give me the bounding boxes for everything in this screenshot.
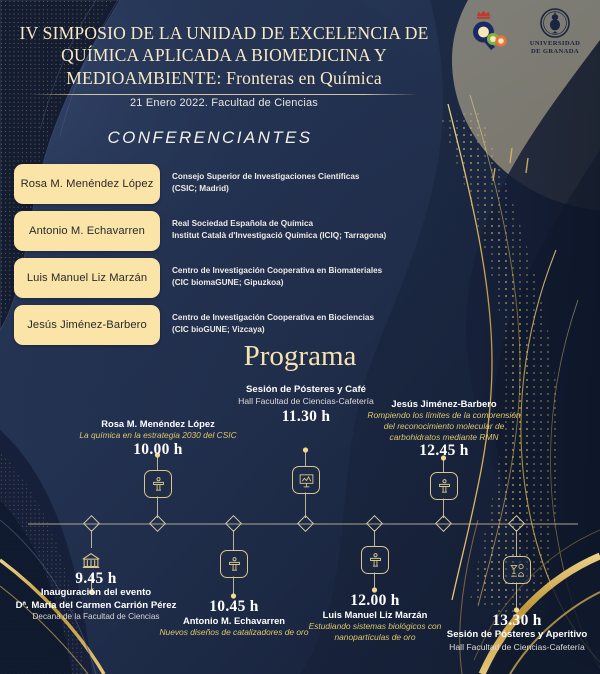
page-title: [8, 22, 440, 89]
affiliation-line-2: Institut Català d'Investigació Química (ICIQ; Tarragona): [172, 230, 387, 240]
timeline-markers: [84, 516, 525, 532]
affiliation-line-2: (CIC biomaGUNE; Gipuzkoa): [172, 277, 284, 287]
event-talk-line-1: Rompiendo los límites de la comprensión: [367, 410, 521, 421]
event-place: Hall Facultad de Ciencias-Cafetería: [449, 641, 585, 652]
speakers-section: [0, 128, 600, 334]
event-talk-line-1: Estudiando sistemas biológicos con: [308, 621, 442, 632]
event-jimenez-barbero: [352, 398, 536, 460]
speaker-name-chip: Luis Manuel Liz Marzán: [14, 258, 160, 298]
event-title: Sesión de Pósteres y Café: [246, 384, 366, 395]
event-place: Hall Facultad de Ciencias-Cafetería: [238, 396, 374, 407]
event-date-venue: 21 Enero 2022. Facultad de Ciencias: [129, 97, 318, 109]
speaker-name-chip: Jesús Jiménez-Barbero: [14, 305, 160, 345]
programa-heading: Programa: [243, 340, 357, 372]
event-time: 10.45 h: [209, 598, 259, 615]
title-line-2: QUÍMICA APLICADA A BIOMEDICINA Y: [61, 45, 387, 66]
affiliation-line-1: Real Sociedad Española de Química: [172, 219, 314, 228]
list-item: [14, 164, 594, 208]
speaker-affiliation: [172, 171, 472, 194]
event-speaker: Luis Manuel Liz Marzán: [322, 609, 428, 621]
event-speaker: Antonio M. Echavarren: [182, 615, 286, 627]
lectern-icon: [144, 470, 172, 498]
event-talk-title: La química en la estrategia 2030 del CSIC: [79, 430, 237, 441]
speakers-list: [14, 164, 594, 352]
speaker-name-chip: Antonio M. Echavarren: [14, 211, 160, 251]
lectern-icon: [220, 550, 248, 578]
event-person: Dª. María del Carmen Carrión Pérez: [15, 599, 177, 611]
event-talk-title: Nuevos diseños de catalizadores de oro: [159, 627, 309, 638]
ugr-line-2: DE GRANADA: [530, 48, 579, 56]
ugr-logo: [522, 8, 588, 56]
event-talk-line-2: nanopartículas de oro: [334, 632, 416, 643]
affiliation-line-2: (CSIC; Madrid): [172, 183, 229, 193]
event-time: 9.45 h: [75, 570, 117, 587]
speakers-heading: CONFERENCIANTES: [107, 128, 313, 147]
lectern-icon: [361, 546, 389, 574]
event-time: 12.00 h: [350, 592, 400, 609]
event-talk-line-2: del reconocimiento molecular de: [383, 420, 505, 431]
event-posters-aperitivo: [424, 612, 600, 653]
event-speaker: Rosa M. Menéndez López: [101, 418, 215, 429]
list-item: [14, 258, 594, 302]
speaker-affiliation: [172, 218, 472, 241]
event-time: 11.30 h: [281, 407, 331, 425]
event-time: 10.00 h: [133, 440, 183, 458]
aperitivo-icon: [503, 556, 531, 584]
affiliation-line-2: (CIC bioGUNE; Vizcaya): [172, 324, 265, 334]
event-title: Inauguración del evento: [40, 587, 152, 599]
title-line-1: IV SIMPOSIO DE LA UNIDAD DE EXCELENCIA DE: [19, 23, 429, 43]
event-talk-line-3: carbohidratos mediante RMN: [389, 431, 499, 442]
event-time: 12.45 h: [419, 442, 469, 460]
affiliation-line-1: Centro de Investigación Cooperativa en Biociencias: [172, 313, 375, 322]
speaker-affiliation: [172, 265, 472, 288]
svg-text:· · ·: · · ·: [553, 9, 557, 13]
event-title: Sesión de Pósteres y Aperitivo: [446, 629, 588, 641]
speaker-name-chip: Rosa M. Menéndez López: [14, 164, 160, 204]
header-divider: [30, 94, 418, 95]
ugr-seal-icon: [540, 8, 570, 38]
affiliation-line-1: Centro de Investigación Cooperativa en Biomateriales: [172, 266, 383, 275]
speaker-affiliation: [172, 312, 472, 335]
affiliation-line-1: Consejo Superior de Investigaciones Científicas: [172, 172, 360, 181]
event-role: Decana de la Facultad de Ciencias: [32, 611, 160, 621]
event-time: 13.30 h: [492, 612, 542, 629]
qc-monogram-logo: [468, 8, 512, 54]
poster-board-icon: [292, 466, 320, 494]
ugr-logo-text: [530, 40, 580, 56]
title-line-3: MEDIOAMBIENTE: Fronteras en Química: [66, 67, 382, 88]
event-speaker: Jesús Jiménez-Barbero: [391, 398, 497, 409]
logo-group: [468, 8, 588, 56]
list-item: [14, 211, 594, 255]
lectern-icon: [430, 472, 458, 500]
ugr-line-1: UNIVERSIDAD: [529, 40, 581, 47]
